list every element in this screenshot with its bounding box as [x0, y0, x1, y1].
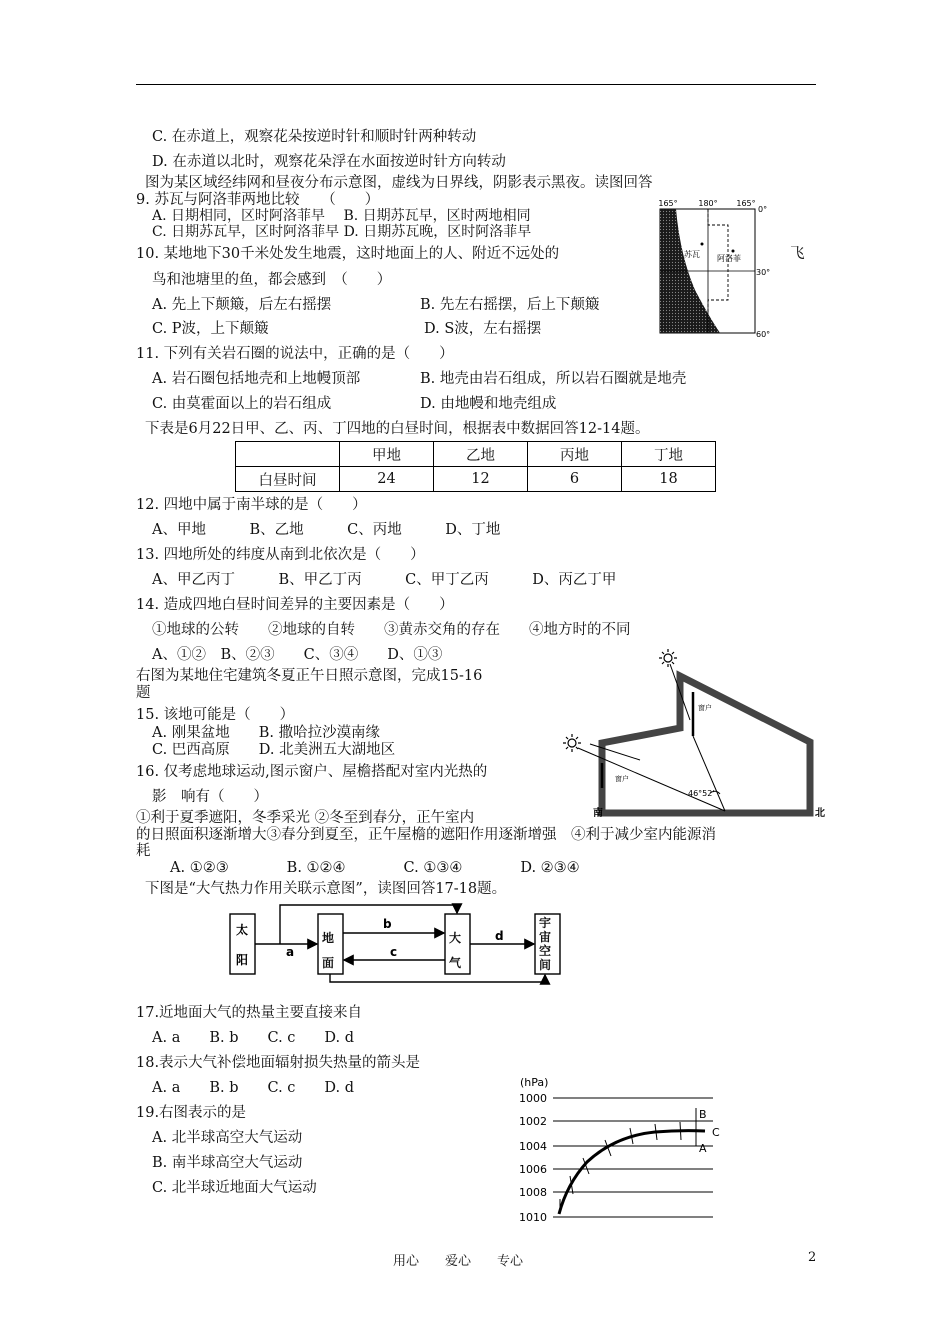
statements-14: ①地球的公转 ②地球的自转 ③黄赤交角的存在 ④地方时的不同: [152, 622, 631, 638]
statements-16-end: 耗: [136, 843, 151, 859]
lon-label: 180°: [698, 199, 718, 208]
alofi-point: [732, 250, 735, 253]
space-label: 宇宙空间: [539, 916, 552, 972]
statements-16-cont: 的日照面积逐渐增大③春分到夏至，正午屋檐的遮阳作用逐渐增强 ④利于减少室内能源消: [136, 827, 716, 843]
arrow-a-label: a: [286, 945, 295, 959]
map-intro: 图为某区域经纬网和昼夜分布示意图，虚线为日界线，阴影表示黑夜。读图回答: [145, 175, 653, 191]
table-cell: 6: [528, 467, 622, 492]
eave-ray: [590, 744, 640, 760]
question-11: 11. 下列有关岩石圈的说法中，正确的是（ ）: [136, 346, 454, 362]
options-12: A、甲地 B、乙地 C、丙地 D、丁地: [152, 522, 501, 538]
isobar-level: 1010: [519, 1211, 547, 1224]
sun-label: 阳: [235, 953, 249, 967]
isobar-level: 1004: [519, 1140, 547, 1153]
option-9cd: C. 日期苏瓦早，区时阿洛菲早 D. 日期苏瓦晚，区时阿洛菲早: [152, 224, 532, 240]
house-intro: 右图为某地住宅建筑冬夏正午日照示意图，完成15-16: [136, 668, 483, 684]
options-15ab: A. 刚果盆地 B. 撒哈拉沙漠南缘: [152, 725, 381, 741]
isobar-wind-diagram: [515, 1074, 730, 1224]
table-header: 甲地: [340, 442, 434, 467]
suva-label: 苏瓦: [684, 250, 700, 259]
option-10b: B. 先左右摇摆，后上下颠簸: [420, 297, 600, 313]
option-8d: D. 在赤道以北时，观察花朵浮在水面按逆时针方向转动: [152, 154, 506, 170]
force-label-a: A: [699, 1142, 707, 1155]
options-16: A. ①②③ B. ①②④ C. ①③④ D. ②③④: [170, 860, 580, 876]
north-label: 北: [815, 808, 825, 819]
question-17: 17.近地面大气的热量主要直接来自: [136, 1005, 363, 1021]
lon-label: 165°: [658, 199, 678, 208]
isobar-level: 1008: [519, 1186, 547, 1199]
arrow-sun-to-atmosphere: [280, 905, 457, 944]
isobar-level: 1000: [519, 1092, 547, 1105]
window-label: 窗户: [698, 704, 712, 712]
isobar-level: 1002: [519, 1115, 547, 1128]
table-header: 丙地: [528, 442, 622, 467]
question-9: 9. 苏瓦与阿洛菲两地比较 （ ）: [136, 192, 380, 208]
question-12: 12. 四地中属于南半球的是（ ）: [136, 497, 367, 513]
question-10: 10. 某地地下30千米处发生地震，这时地面上的人、附近不远处的: [136, 246, 560, 262]
option-19b: B. 南半球高空大气运动: [152, 1155, 303, 1171]
table-row: [236, 467, 716, 492]
options-17: A. a B. b C. c D. d: [152, 1030, 355, 1046]
options-13: A、甲乙丙丁 B、甲乙丁丙 C、甲丁乙丙 D、丙乙丁甲: [152, 572, 617, 588]
question-15: 15. 该地可能是（ ）: [136, 707, 295, 723]
question-14: 14. 造成四地白昼时间差异的主要因素是（ ）: [136, 597, 454, 613]
table-header: 丁地: [622, 442, 716, 467]
wind-path: [559, 1131, 705, 1214]
footer-motto: 用心 爱心 专心: [393, 1254, 524, 1269]
option-9ab: A. 日期相同，区时阿洛菲早 B. 日期苏瓦早，区时两地相同: [152, 208, 531, 224]
option-11c: C. 由莫霍面以上的岩石组成: [152, 396, 332, 412]
lat-label: 30°: [756, 268, 771, 277]
option-11a: A. 岩石圈包括地壳和上地幔顶部: [152, 371, 361, 387]
options-18: A. a B. b C. c D. d: [152, 1080, 355, 1096]
option-11d: D. 由地幔和地壳组成: [420, 396, 557, 412]
latlon-map: [650, 195, 780, 345]
ground-label: 地面: [322, 931, 335, 970]
options-14: A、①② B、②③ C、③④ D、①③: [152, 647, 443, 663]
sun-label: 太: [235, 923, 249, 937]
table-row-label: 白昼时间: [236, 467, 340, 492]
arrow-b-label: b: [383, 917, 392, 931]
options-15cd: C. 巴西高原 D. 北美洲五大湖地区: [152, 742, 396, 758]
house-intro-cont: 题: [136, 685, 151, 701]
isobar-level: 1006: [519, 1163, 547, 1176]
question-18: 18.表示大气补偿地面辐射损失热量的箭头是: [136, 1055, 421, 1071]
question-19: 19.右图表示的是: [136, 1105, 247, 1121]
table-corner: [236, 442, 340, 467]
angle-label: 46°52': [688, 789, 715, 798]
question-10-cont: 鸟和池塘里的鱼，都会感到 （ ）: [152, 272, 392, 288]
statements-16: ①利于夏季遮阳，冬季采光 ②冬至到春分，正午室内: [136, 810, 475, 826]
atmosphere-heat-diagram: [225, 900, 570, 990]
atmo-intro: 下图是“大气热力作用关联示意图”，读图回答17-18题。: [145, 881, 507, 897]
window-label: 窗户: [615, 775, 629, 783]
unit-label: (hPa): [520, 1076, 549, 1089]
arrow-ground-to-space: [330, 974, 545, 982]
lat-label: 0°: [758, 205, 768, 214]
table-intro: 下表是6月22日甲、乙、丙、丁四地的白昼时间，根据表中数据回答12-14题。: [145, 421, 650, 437]
alofi-label: 阿洛菲: [717, 254, 741, 263]
lat-label: 60°: [756, 330, 771, 339]
sun-icon-winter: [568, 739, 576, 747]
table-header: 乙地: [434, 442, 528, 467]
force-label-b: B: [699, 1108, 707, 1121]
question-16-cont: 影 响有（ ）: [152, 789, 268, 805]
table-cell: 24: [340, 467, 434, 492]
suva-point: [701, 243, 704, 246]
lon-label: 165°: [736, 199, 756, 208]
option-8c: C. 在赤道上，观察花朵按逆时针和顺时针两种转动: [152, 129, 477, 145]
question-16: 16. 仅考虑地球运动,图示窗户、屋檐搭配对室内光热的: [136, 764, 488, 780]
force-label-c: C: [712, 1126, 720, 1139]
house-sunlight-diagram: [560, 648, 830, 826]
option-11b: B. 地壳由岩石组成，所以岩石圈就是地壳: [420, 371, 687, 387]
sun-icon-summer: [664, 654, 672, 662]
option-10c: C. P波，上下颠簸: [152, 321, 269, 337]
question-13: 13. 四地所处的纬度从南到北依次是（ ）: [136, 547, 425, 563]
daylight-table: [235, 441, 716, 492]
header-rule: [136, 84, 816, 85]
option-19c: C. 北半球近地面大气运动: [152, 1180, 317, 1196]
south-label: 南: [593, 808, 603, 819]
option-19a: A. 北半球高空大气运动: [152, 1130, 303, 1146]
table-header-row: [236, 442, 716, 467]
arrow-c-label: c: [390, 945, 398, 959]
arrow-d-label: d: [495, 929, 504, 943]
atmosphere-label: 大气: [449, 931, 462, 970]
table-cell: 12: [434, 467, 528, 492]
table-cell: 18: [622, 467, 716, 492]
option-10a: A. 先上下颠簸，后左右摇摆: [152, 297, 332, 313]
question-10-tail: 飞: [790, 246, 805, 262]
option-10d: D. S波，左右摇摆: [424, 321, 542, 337]
page-number: 2: [808, 1250, 817, 1265]
